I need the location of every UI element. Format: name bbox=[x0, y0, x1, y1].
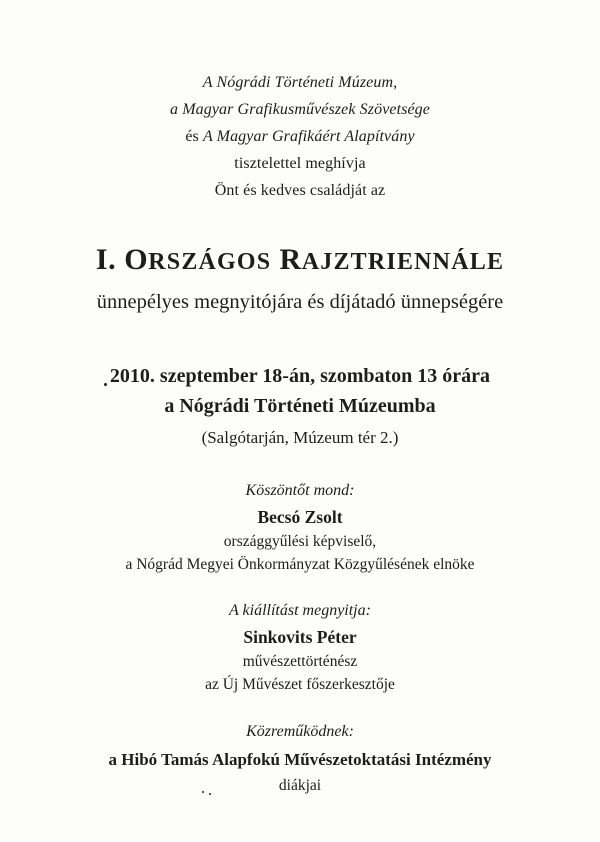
intro-line-family bbox=[0, 182, 600, 200]
opening-name-text: Sinkovits Péter bbox=[243, 627, 357, 647]
event-venue bbox=[0, 395, 600, 418]
intro-conjunction: és bbox=[185, 128, 203, 145]
event-date bbox=[0, 365, 600, 388]
performers-label-text: Közreműködnek: bbox=[246, 723, 354, 740]
intro-line-museum bbox=[0, 74, 600, 92]
opening-label bbox=[0, 602, 600, 620]
greeting-role1-text: országgyűlési képviselő, bbox=[223, 533, 377, 550]
address-text: (Salgótarján, Múzeum tér 2.) bbox=[201, 428, 399, 447]
title-word1-rest: RSZÁGOS bbox=[148, 249, 272, 275]
intro-invites-text: tisztelettel meghívja bbox=[234, 155, 366, 172]
greeting-label-text: Köszöntőt mond: bbox=[245, 482, 355, 499]
greeting-speaker-name bbox=[0, 507, 600, 528]
intro-line-invites bbox=[0, 155, 600, 173]
greeting-name-text: Becsó Zsolt bbox=[257, 507, 343, 527]
opening-speaker-title bbox=[0, 676, 600, 694]
intro-association-text: a Magyar Grafikusművészek Szövetsége bbox=[170, 101, 430, 118]
title-numeral: I. bbox=[95, 243, 125, 276]
subtitle-text: ünnepélyes megnyitójára és díjátadó ünnepségére bbox=[96, 291, 504, 313]
intro-museum-text: A Nógrádi Történeti Múzeum, bbox=[202, 74, 398, 91]
intro-family-text: Önt és kedves családját az bbox=[214, 182, 386, 199]
print-speck bbox=[202, 791, 204, 793]
title-word2-rest: AJZTRIENNÁLE bbox=[301, 249, 505, 275]
title-word2-initial: R bbox=[279, 243, 302, 276]
event-title bbox=[0, 243, 600, 277]
performers-label bbox=[0, 723, 600, 741]
greeting-label bbox=[0, 482, 600, 500]
event-address bbox=[0, 428, 600, 448]
opening-role1-text: művészettörténész bbox=[242, 653, 358, 670]
print-speck bbox=[209, 793, 211, 795]
opening-role2-text: az Új Művészet főszerkesztője bbox=[205, 676, 395, 693]
print-speck bbox=[104, 383, 107, 386]
date-text: 2010. szeptember 18-án, szombaton 13 órára bbox=[109, 365, 491, 387]
greeting-speaker-title bbox=[0, 556, 600, 574]
greeting-speaker-role bbox=[0, 533, 600, 551]
opening-speaker-role bbox=[0, 653, 600, 671]
intro-line-association bbox=[0, 101, 600, 119]
intro-foundation-text: A Magyar Grafikáért Alapítvány bbox=[202, 128, 415, 145]
performers-suffix bbox=[0, 777, 600, 795]
suffix-text: diákjai bbox=[278, 777, 322, 794]
venue-text: a Nógrádi Történeti Múzeumba bbox=[164, 395, 436, 417]
event-subtitle bbox=[0, 291, 600, 314]
title-word1-initial: O bbox=[124, 243, 149, 276]
performers-institution bbox=[0, 750, 600, 770]
opening-speaker-name bbox=[0, 627, 600, 648]
intro-line-foundation bbox=[0, 128, 600, 146]
opening-label-text: A kiállítást megnyitja: bbox=[229, 602, 371, 619]
greeting-role2-text: a Nógrád Megyei Önkormányzat Közgyűlésének elnöke bbox=[125, 556, 475, 573]
institution-text: a Hibó Tamás Alapfokú Művészetoktatási Intézmény bbox=[108, 750, 492, 769]
